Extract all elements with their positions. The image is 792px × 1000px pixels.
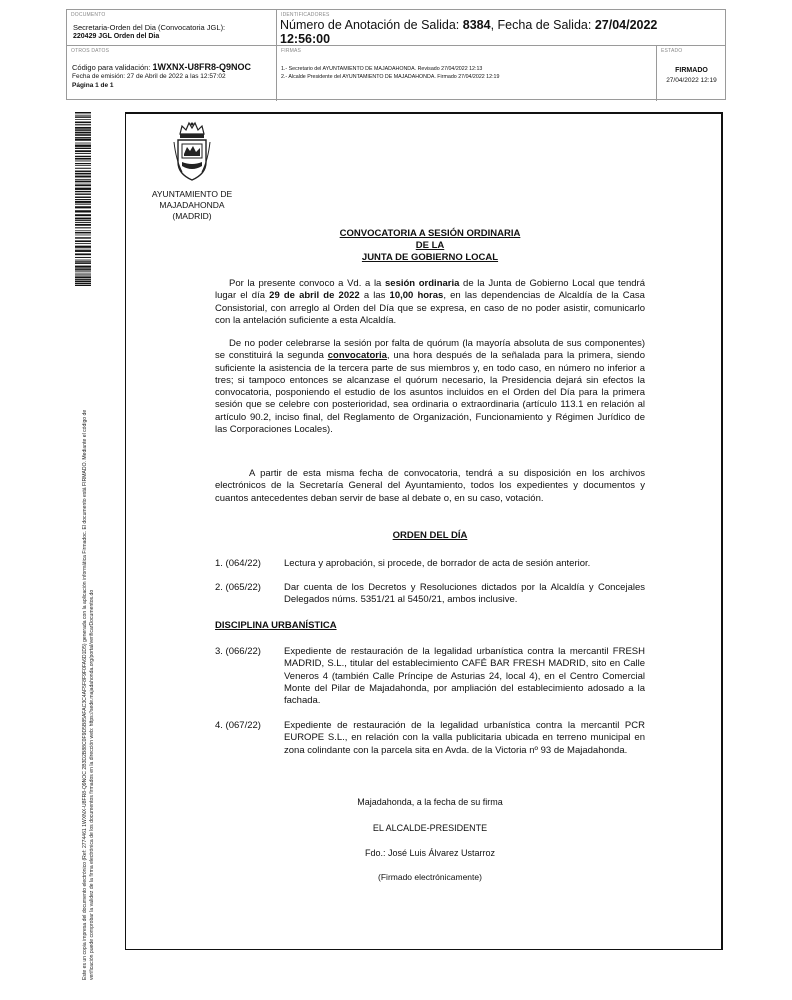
title-line-3: JUNTA DE GOBIERNO LOCAL — [361, 252, 499, 263]
agenda-item-text: Expediente de restauración de la legalidad urbanística contra la mercantil PCR EUROPE S.L., en relación con la valla publicitaria ubicada en terreno municipal en zona colindante con la parcela sita en Avda. de la Victoria nº 93 de Majadahonda. — [284, 720, 645, 756]
documento-cell — [67, 10, 277, 46]
agenda-item-number: 1. (064/22) — [215, 558, 261, 569]
ayto-line-1: AYUNTAMIENTO DE — [151, 189, 233, 199]
paragraph-3: A partir de esta misma fecha de convocatoria, tendrá a su disposición en los archivos electrónicos de la Secretaría General del Ayuntamiento, todos los expedientes y documentos y cuantos antecedentes deban servir de base al debate o, en su caso, votación. — [215, 468, 645, 504]
estado-label: ESTADO — [661, 48, 683, 54]
agenda-item-4 — [215, 720, 645, 757]
ayuntamiento-name — [130, 189, 254, 222]
documento-label: DOCUMENTO — [71, 12, 106, 18]
paragraph-1: Por la presente convoco a Vd. a la sesión ordinaria de la Junta de Gobierno Local que tendrá lugar el día 29 de abril de 2022 a las 10,00 horas, en las dependencias de Alcaldía de la Casa Consistorial, con arreglo al Orden del Día que se expresa, en caso de no poder asistir, comunicarlo con la antelación suficiente a esta Alcaldía. — [215, 278, 645, 326]
agenda-item-number: 3. (066/22) — [215, 646, 261, 657]
agenda-item-text: Dar cuenta de los Decretos y Resoluciones dictados por la Alcaldía y Concejales Delegados núms. 5351/21 al 5450/21, ambos inclusive. — [284, 582, 645, 606]
title-line-1: CONVOCATORIA A SESIÓN ORDINARIA — [339, 228, 521, 239]
identificadores-label: IDENTIFICADORES — [281, 12, 330, 18]
firmas-label: FIRMAS — [281, 48, 302, 54]
estado-status: FIRMADO — [675, 67, 708, 74]
identificadores-text: Número de Anotación de Salida: 8384, Fecha de Salida: 27/04/2022 12:56:00 — [280, 18, 658, 46]
side-line-1: Este es un copia impresa del documento electrónico (Ref: 2774461 1WXNX-U8FR8-Q9NOC 2B3D2B88C0F9D5B85AFAC3C4AF5F8F9F0FA6D1D5) generada con la aplicación informática Firmadoc. El documento está FIRMADO. Mediante el código de — [82, 409, 88, 980]
ayto-line-3: (MADRID) — [172, 211, 212, 221]
barcode — [75, 112, 91, 286]
closing-note: (Firmado electrónicamente) — [378, 872, 482, 882]
agenda-item-3 — [215, 646, 645, 707]
closing-role: EL ALCALDE-PRESIDENTE — [372, 823, 488, 833]
documento-line1: Secretaria-Orden del Dia (Convocatoria JGL): — [73, 23, 226, 32]
side-line-2: verificación puede comprobar la validez de la firma electrónica de los documentos firmados en la dirección web: https://sede.majadahonda.org/portal/verificarDocumentos.do — [89, 589, 95, 980]
document-header — [66, 9, 726, 100]
side-verification-text — [82, 305, 96, 980]
estado-cell — [657, 46, 726, 101]
identificadores-cell — [277, 10, 726, 46]
agenda-item-text: Expediente de restauración de la legalidad urbanística contra la mercantil FRESH MADRID, S.L., titular del establecimiento CAFÉ BAR FRESH MADRID, sito en Calle Veneros 4 (también Calle Príncipe de Asturias 24, local 4), en el Centro Comercial Monte del Pilar de Majadahonda, por ampliación del establecimiento adosado a la fachada. — [284, 646, 645, 707]
otros-datos-cell — [67, 46, 277, 101]
closing-place: Majadahonda, a la fecha de su firma — [357, 797, 503, 807]
validation-code: Código para validación: 1WXNX-U8FR8-Q9NOC — [72, 62, 251, 72]
firma-2: 2.- Alcalde Presidente del AYUNTAMIENTO DE MAJADAHONDA. Firmado 27/04/2022 12:19 — [281, 74, 500, 80]
page-count: Página 1 de 1 — [72, 82, 114, 89]
agenda-item-text: Lectura y aprobación, si procede, de borrador de acta de sesión anterior. — [284, 558, 591, 569]
title-line-2: DE LA — [415, 240, 445, 251]
paragraph-2: De no poder celebrarse la sesión por falta de quórum (la mayoría absoluta de sus componentes) se constituirá la segunda convocatoria, una hora después de la señalada para la primera, siendo suficiente la asistencia de la tercera parte de sus miembros y, en todo caso, en número no inferior a tres; si tampoco entonces se alcanzase el quórum necesario, la Presidencia dejará sin efectos la convocatoria, posponiendo el estudio de los asuntos incluidos en el Orden del Día para la primera sesión que se celebre con posterioridad, sea ordinaria o extraordinaria (artículo 113.1 en relación al artículo 90.2, inciso final, del Reglamento de Organización, Funcionamiento y Régimen Jurídico de las Corporaciones Locales). — [215, 338, 645, 436]
firmas-cell — [277, 46, 657, 101]
firma-1: 1.- Secretario del AYUNTAMIENTO DE MAJADAHONDA. Revisado 27/04/2022 12:13 — [281, 66, 483, 72]
otros-label: OTROS DATOS — [71, 48, 110, 54]
closing-name: Fdo.: José Luis Álvarez Ustarroz — [364, 848, 496, 858]
coat-of-arms-icon — [172, 120, 212, 182]
agenda-item-number: 4. (067/22) — [215, 720, 261, 731]
documento-line2: 220429 JGL Orden del Dia — [73, 33, 160, 40]
orden-del-dia-title: ORDEN DEL DÍA — [392, 530, 468, 541]
emission-date: Fecha de emisión: 27 de Abril de 2022 a las 12:57:02 — [72, 73, 226, 80]
agenda-item-2 — [215, 582, 645, 607]
disciplina-urbanistica-title: DISCIPLINA URBANÍSTICA — [215, 620, 337, 631]
agenda-item-1 — [215, 558, 645, 570]
estado-date: 27/04/2022 12:19 — [666, 77, 717, 84]
ayto-line-2: MAJADAHONDA — [159, 200, 225, 210]
agenda-item-number: 2. (065/22) — [215, 582, 261, 593]
